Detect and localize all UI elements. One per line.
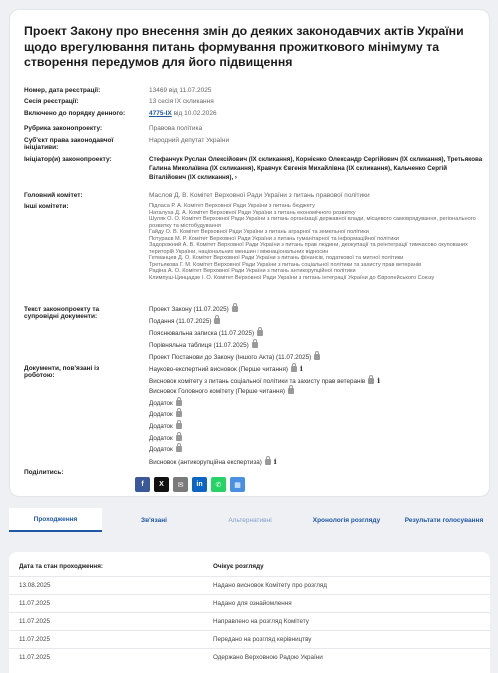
mail-icon[interactable]: ✉ <box>173 477 188 492</box>
related-doc-link[interactable]: Додаток <box>149 423 182 431</box>
related-doc-link[interactable]: Науково-експертний висновок (Перше читання) i <box>149 364 303 373</box>
doc-link[interactable]: Проект Постанови до Закону (Іншого Акта) (11.07.2025) <box>149 354 320 362</box>
info-icon[interactable]: i <box>300 364 303 373</box>
committee-item: Шуляк О. О. Комітет Верховної Ради України з питань організації державної влади, місцевого самоврядування, регіонального розвитку та містобудування <box>149 216 476 229</box>
lock-icon <box>291 366 297 372</box>
related-doc-link[interactable]: Висновок комітету з питань соціальної політики та захисту прав ветеранів i <box>149 376 380 385</box>
reg-number-value: 13469 від 11.07.2025 <box>149 87 212 94</box>
lock-icon <box>176 400 182 406</box>
table-row <box>9 648 490 665</box>
agenda-value <box>149 110 484 117</box>
passage-table <box>9 552 490 673</box>
lock-icon <box>176 446 182 452</box>
field-label: Інші комітети: <box>24 203 69 210</box>
committee-item: Підласа Р. А. Комітет Верховної Ради України з питань бюджету <box>149 203 315 209</box>
field-label: Сесія реєстрації: <box>24 98 79 105</box>
row-status: Передано на розгляд керівництву <box>213 636 312 643</box>
lock-icon <box>214 318 220 324</box>
agenda-date: від 10.02.2026 <box>171 110 217 117</box>
agenda-link[interactable]: 4775-IX <box>149 110 172 117</box>
session-value: 13 сесія IX скликання <box>149 98 214 105</box>
field-label: Ініціатор(и) законопроекту: <box>24 156 112 163</box>
info-icon[interactable]: i <box>377 376 380 385</box>
tab-related[interactable]: Зв'язані <box>141 516 167 524</box>
row-date: 11.07.2025 <box>19 636 51 643</box>
main-committee-value: Маслов Д. В. Комітет Верховної Ради України з питань правової політики <box>149 192 370 199</box>
facebook-icon[interactable]: f <box>135 477 150 492</box>
field-label: Текст законопроекту та супровідні документи: <box>24 306 100 321</box>
related-doc-link[interactable]: Висновок (антикорупційна експертиза) i <box>149 457 277 466</box>
field-label: Головний комітет: <box>24 192 83 199</box>
lock-icon <box>252 342 258 348</box>
field-label: Рубрика законопроекту: <box>24 125 103 132</box>
related-doc-link[interactable]: Додаток <box>149 400 182 408</box>
tab-voting-results[interactable]: Результати голосування <box>404 516 484 524</box>
table-header-date: Дата та стан проходження: <box>19 563 104 570</box>
lock-icon <box>257 330 263 336</box>
tab-alternative[interactable]: Альтернативні <box>228 516 272 524</box>
table-header-status: Очікує розгляду <box>213 563 264 570</box>
tab-passage[interactable]: Проходження <box>9 508 102 532</box>
related-doc-link[interactable]: Висновок Головного комітету (Перше читання) <box>149 388 294 396</box>
related-doc-link[interactable]: Додаток <box>149 411 182 419</box>
field-label: Документи, пов'язані із роботою: <box>24 365 100 380</box>
lock-icon <box>368 378 374 384</box>
doc-link[interactable]: Пояснювальна записка (11.07.2025) <box>149 330 263 338</box>
lock-icon <box>265 459 271 465</box>
doc-link[interactable]: Проект Закону (11.07.2025) <box>149 306 238 314</box>
bill-card <box>9 9 490 497</box>
initiators-value[interactable]: Стефанчук Руслан Олексійович (IX скликання), Корнієнко Олександр Сергійович (IX скликання), Третьякова Галина Миколаївна (IX скликання), Кравчук Євгенія Михайлівна (IX скликання), Кальченко Сергій Віталійович (IX скликання), › <box>149 156 483 181</box>
rubric-value: Правова політика <box>149 125 203 132</box>
x-icon[interactable]: X <box>154 477 169 492</box>
row-status: Надано висновок Комітету про розгляд <box>213 582 327 589</box>
table-row <box>9 594 490 611</box>
related-doc-link[interactable]: Додаток <box>149 446 182 454</box>
tab-bar <box>0 508 498 532</box>
row-status: Надано для ознайомлення <box>213 600 292 607</box>
lock-icon <box>176 435 182 441</box>
related-row <box>24 365 484 475</box>
other-committees-list <box>149 203 484 282</box>
committee-item: Гетманцев Д. О. Комітет Верховної Ради України з питань фінансів, податкової та митної політики <box>149 255 404 262</box>
lock-icon <box>232 306 238 312</box>
related-doc-link[interactable]: Додаток <box>149 435 182 443</box>
row-status: Направлено на розгляд Комітету <box>213 618 309 625</box>
lock-icon <box>176 411 182 417</box>
row-status: Одержано Верховною Радою України <box>213 654 323 661</box>
share-label: Поділитись: <box>24 469 64 476</box>
committee-item: Задорожний А. В. Комітет Верховної Ради України з питань прав людини, деокупації та реінтеграції тимчасово окупованих територій України, національних меншин і міжнаціональних відносин <box>149 242 468 255</box>
row-date: 11.07.2025 <box>19 600 51 607</box>
lock-icon <box>176 423 182 429</box>
linkedin-icon[interactable]: in <box>192 477 207 492</box>
page-title: Проект Закону про внесення змін до деяких законодавчих актів України щодо врегулювання питань формування прожиткового мінімуму та створення передумов для його підвищення <box>24 24 464 69</box>
info-icon[interactable]: i <box>273 457 277 466</box>
share-buttons <box>135 477 245 492</box>
lock-icon <box>288 388 294 394</box>
field-label: Включено до порядку денного: <box>24 110 126 117</box>
table-row <box>9 612 490 629</box>
subject-value: Народний депутат України <box>149 137 230 144</box>
grid-icon[interactable]: ▦ <box>230 477 245 492</box>
committee-item: Третьякова Г. М. Комітет Верховної Ради України з питань соціальної політики та захисту прав ветеранів <box>149 261 422 268</box>
committee-item: Наталуха Д. А. Комітет Верховної Ради України з питань економічного розвитку <box>149 209 356 216</box>
tab-chronology[interactable]: Хронологія розгляду <box>312 516 381 524</box>
row-date: 11.07.2025 <box>19 618 51 625</box>
doc-link[interactable]: Подання (11.07.2025) <box>149 318 220 326</box>
lock-icon <box>314 354 320 360</box>
committee-item: Климпуш-Цинцадзе І. О. Комітет Верховної Ради України з питань інтеграції України до Європейського Союзу <box>149 275 435 282</box>
row-date: 13.08.2025 <box>19 582 51 589</box>
field-label: Суб'єкт права законодавчої ініціативи: <box>24 137 114 152</box>
committee-item: Гайду О. В. Комітет Верховної Ради України з питань аграрної та земельної політики <box>149 229 369 236</box>
committee-item: Потураєв М. Р. Комітет Верховної Ради України з питань гуманітарної та інформаційної політики <box>149 235 399 242</box>
table-row <box>9 576 490 593</box>
whatsapp-icon[interactable]: ✆ <box>211 477 226 492</box>
committee-item: Радіна А. О. Комітет Верховної Ради України з питань антикорупційної політики <box>149 268 356 275</box>
table-row <box>9 630 490 647</box>
field-label: Номер, дата реєстрації: <box>24 87 101 94</box>
doc-link[interactable]: Порівняльна таблиця (11.07.2025) <box>149 342 258 350</box>
row-date: 11.07.2025 <box>19 654 51 661</box>
